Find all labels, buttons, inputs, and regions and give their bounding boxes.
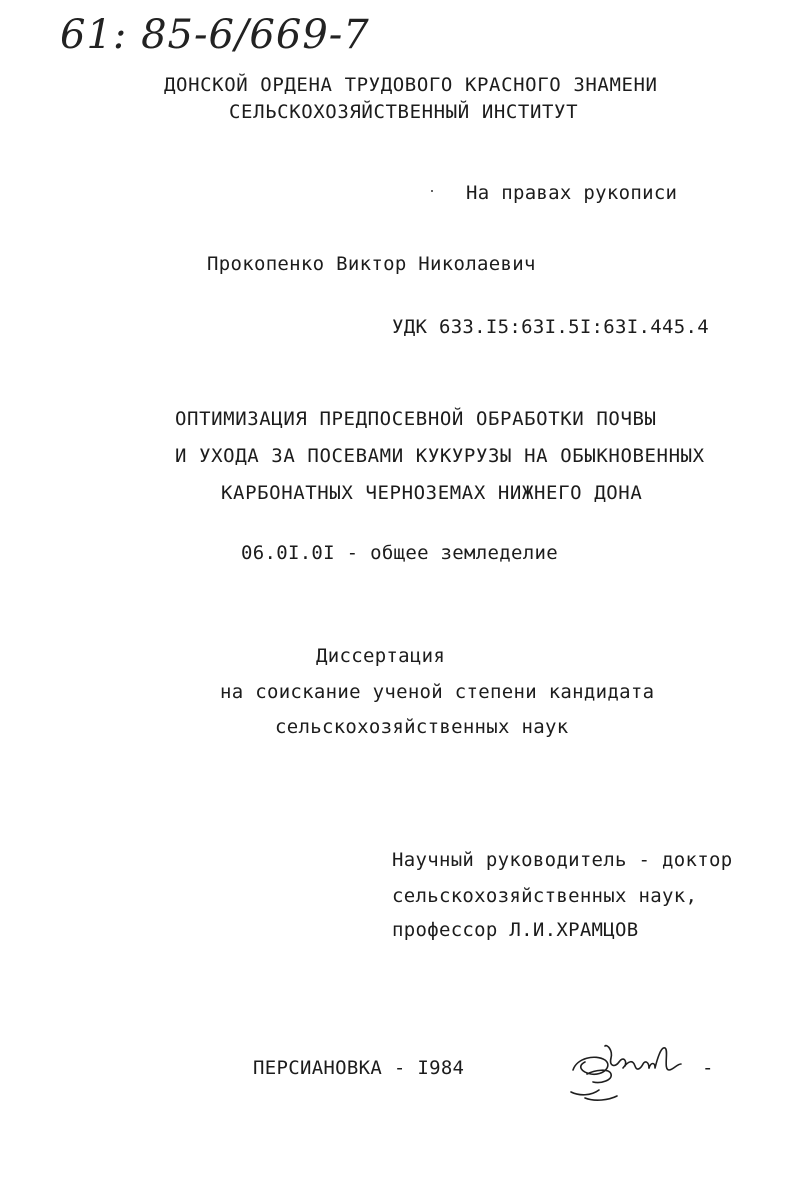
degree-line-1: Диссертация bbox=[316, 645, 446, 667]
institution-line-1: ДОНСКОЙ ОРДЕНА ТРУДОВОГО КРАСНОГО ЗНАМЕНИ bbox=[164, 74, 658, 96]
degree-line-3: сельскохозяйственных наук bbox=[275, 716, 569, 738]
archive-code-handwritten: 61: 85-6/669-7 bbox=[60, 12, 370, 58]
title-line-2: И УХОДА ЗА ПОСЕВАМИ КУКУРУЗЫ НА ОБЫКНОВЕННЫХ bbox=[175, 445, 705, 467]
signature-dash: - bbox=[702, 1057, 714, 1079]
specialty: 06.0I.0I - общее земледелие bbox=[241, 542, 558, 564]
supervisor-line-2: сельскохозяйственных наук, bbox=[392, 885, 698, 907]
title-line-3: КАРБОНАТНЫХ ЧЕРНОЗЕМАХ НИЖНЕГО ДОНА bbox=[221, 482, 643, 504]
degree-line-2: на соискание ученой степени кандидата bbox=[220, 681, 655, 703]
udc-code: УДК 633.I5:63I.5I:63I.445.4 bbox=[392, 316, 709, 338]
title-line-1: ОПТИМИЗАЦИЯ ПРЕДПОСЕВНОЙ ОБРАБОТКИ ПОЧВЫ bbox=[175, 408, 657, 430]
manuscript-rights: На правах рукописи bbox=[466, 182, 678, 204]
author-name: Прокопенко Виктор Николаевич bbox=[207, 253, 536, 275]
supervisor-line-1: Научный руководитель - доктор bbox=[392, 849, 733, 871]
place-and-year: ПЕРСИАНОВКА - I984 bbox=[253, 1057, 465, 1079]
stray-dot bbox=[431, 190, 433, 192]
supervisor-line-3: профессор Л.И.ХРАМЦОВ bbox=[392, 919, 639, 941]
institution-line-2: СЕЛЬСКОХОЗЯЙСТВЕННЫЙ ИНСТИТУТ bbox=[229, 101, 579, 123]
signature-icon bbox=[565, 1040, 725, 1110]
